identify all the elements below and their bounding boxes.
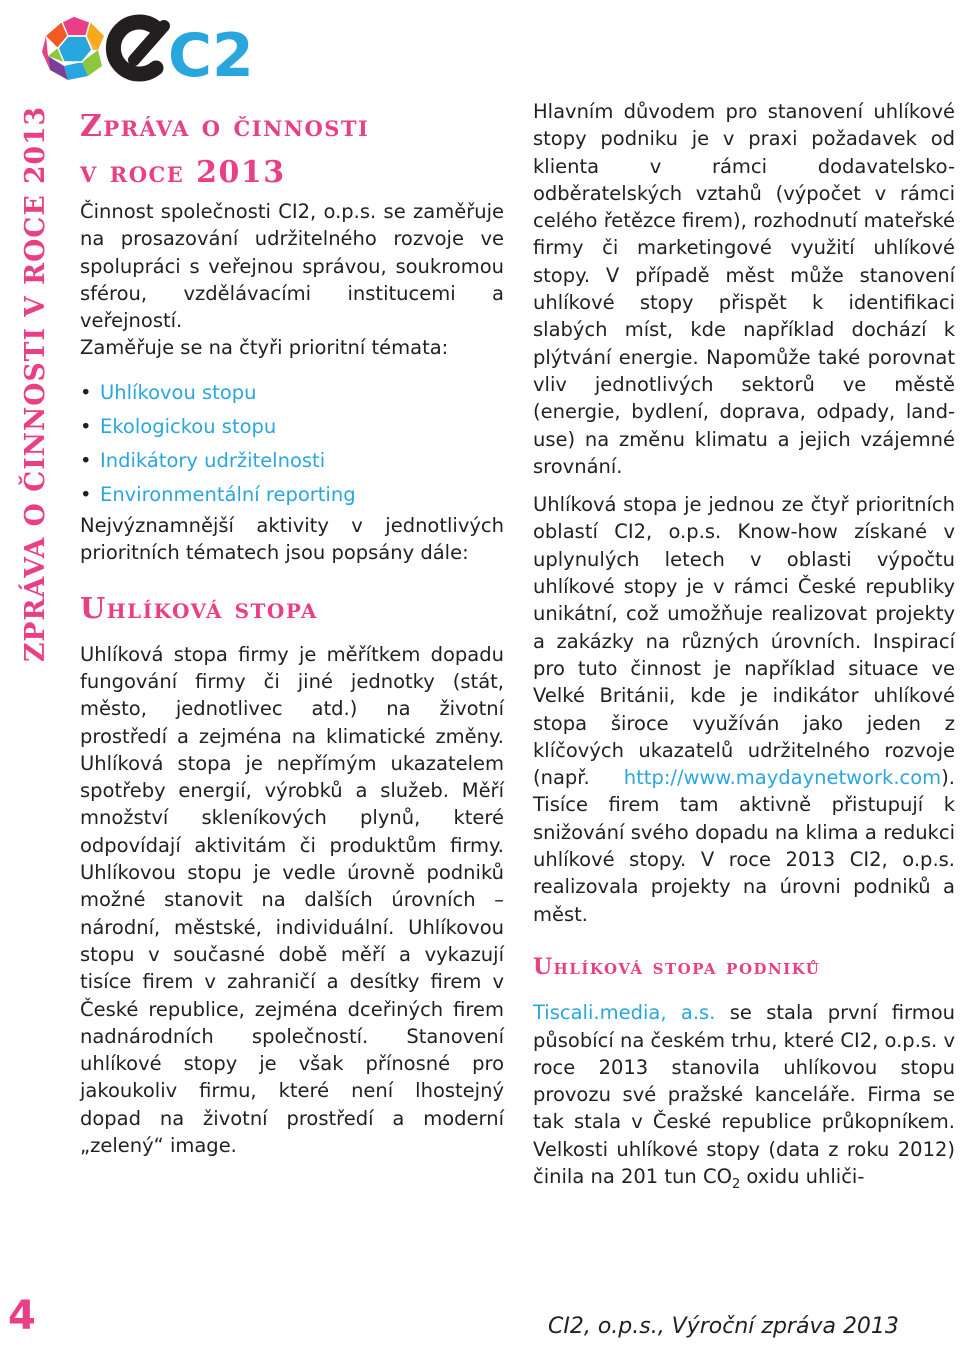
section-heading-carbon-footprint: Uhlíková stopa: [80, 591, 318, 626]
ci2-logo: [38, 6, 254, 91]
tiscali-text-end: oxidu uhliči-: [740, 1164, 865, 1188]
co2-subscript: 2: [731, 1176, 741, 1192]
vertical-running-title: [2, 97, 52, 665]
tiscali-paragraph: [533, 999, 955, 1198]
ci2-wordmark: [113, 21, 253, 91]
intro-paragraph: Činnost společnosti CI2, o.p.s. se zaměřuje na prosazování udržitelného rozvoje ve spolupráci s veřejnou správou, soukromou sférou, vzdělávacími institucemi a veřejností.: [80, 200, 504, 333]
carbon-footprint-paragraph: Uhlíková stopa firmy je měřítkem dopadu fungování firmy či jiné jednotky (stát, město, jednotlivec atd.) na životní prostředí a zejména na klimatické změny. Uhlíková stopa je nepřímým ukazatelem spotřeby energií, výrobků a služeb. Měří množství skleníkových plynů, které odpovídají aktivitám či produktům firmy. Uhlíkovou stopu je vedle úrovně podniků možné stanovit na dalších úrovních – národní, městské, individuální. Uhlíkovou stopu v současné době měří a vykazují tisíce firem v zahraničí a desítky firem v České republice, zejména dceřiných firem nadnárodních společností. Stanovení uhlíkové stopy je však přínosné pro jakoukoliv firmu, které není lhostejný dopad na životní prostředí a moderní „zelený“ image.: [80, 642, 504, 1158]
knowhow-text-end: ). Tisíce firem tam aktivně přistupují k snižování svého dopadu na klima a redukci uhlíkové stopy. V roce 2013 CI2, o.p.s. realizovala projekty na úrovni podniků a měst.: [533, 766, 955, 926]
topic-item: • Environmentální reporting: [80, 478, 504, 512]
footer-text: CI2, o.p.s., Výroční zpráva 2013: [548, 1314, 899, 1339]
knowhow-paragraph: [533, 491, 955, 928]
activities-intro: Nejvýznamnější aktivity v jednotlivých prioritních tématech jsou popsány dále:: [80, 513, 504, 565]
motivation-paragraph: Hlavním důvodem pro stanovení uhlíkové stopy podniku je v praxi požadavek od klienta v rámci dodavatelsko-odběratelských vztahů (výpočet v rámci celého řetězce firem), rozhodnutí mateřské firmy či marketingové využití uhlíkové stopy. V případě měst může stanovení uhlíkové stopy přispět k identifikaci slabých míst, kde například dochází k plýtvání energie. Napomůže také porovnat vliv jednotlivých sektorů ve městě (energie, bydlení, doprava, odpady, land-use) na změnu klimatu a jejich vzájemné srovnání.: [533, 100, 955, 478]
topic-item: • Uhlíkovou stopu: [80, 376, 504, 410]
knowhow-text: Uhlíková stopa je jednou ze čtyř prioritních oblastí CI2, o.p.s. Know-how získané v uplynulých letech v oblasti výpočtu uhlíkové stopy je v rámci České republiky unikátní, což umožňuje realizovat projekty a zakázky na různých úrovních. Inspirací pro tuto činnost je například situace ve Velké Británii, kde je indikátor uhlíkové stopa široce využíván jako jeden z klíčových ukazatelů udržitelného rozvoje (např.: [533, 493, 955, 790]
svg-text:C2: C2: [168, 21, 254, 91]
page-title-line1: Zpráva o činnosti: [80, 109, 370, 144]
page-title: [80, 104, 369, 196]
page-title-line2: v roce 2013: [80, 155, 286, 190]
maydaynetwork-link[interactable]: http://www.maydaynetwork.com: [623, 766, 942, 790]
running-title-text: Zpráva o činnosti v roce 2013: [20, 97, 51, 662]
topic-item: • Ekologickou stopu: [80, 410, 504, 444]
left-column: [80, 198, 504, 1159]
colorful-ball-icon: [41, 15, 107, 81]
tiscali-text: se stala první firmou působící na českém trhu, které CI2, o.p.s. v roce 2013 stanovila uhlíkovou stopu provozu své pražské kanceláře. Firma se tak stala v České republice průkopníkem. Velkosti uhlíkové stopy (data z roku 2012) činila na 201 tun CO: [533, 1001, 956, 1188]
topic-item: • Indikátory udržitelnosti: [80, 444, 504, 478]
topics-intro: Zaměřuje se na čtyři prioritní témata:: [80, 336, 449, 360]
page-number: 4: [8, 1293, 36, 1339]
company-name: Tiscali.media, a.s.: [533, 1001, 716, 1025]
topics-list: [80, 376, 504, 512]
section-heading-company-footprint: Uhlíková stopa podniků: [533, 953, 821, 980]
right-column: [533, 98, 955, 1198]
